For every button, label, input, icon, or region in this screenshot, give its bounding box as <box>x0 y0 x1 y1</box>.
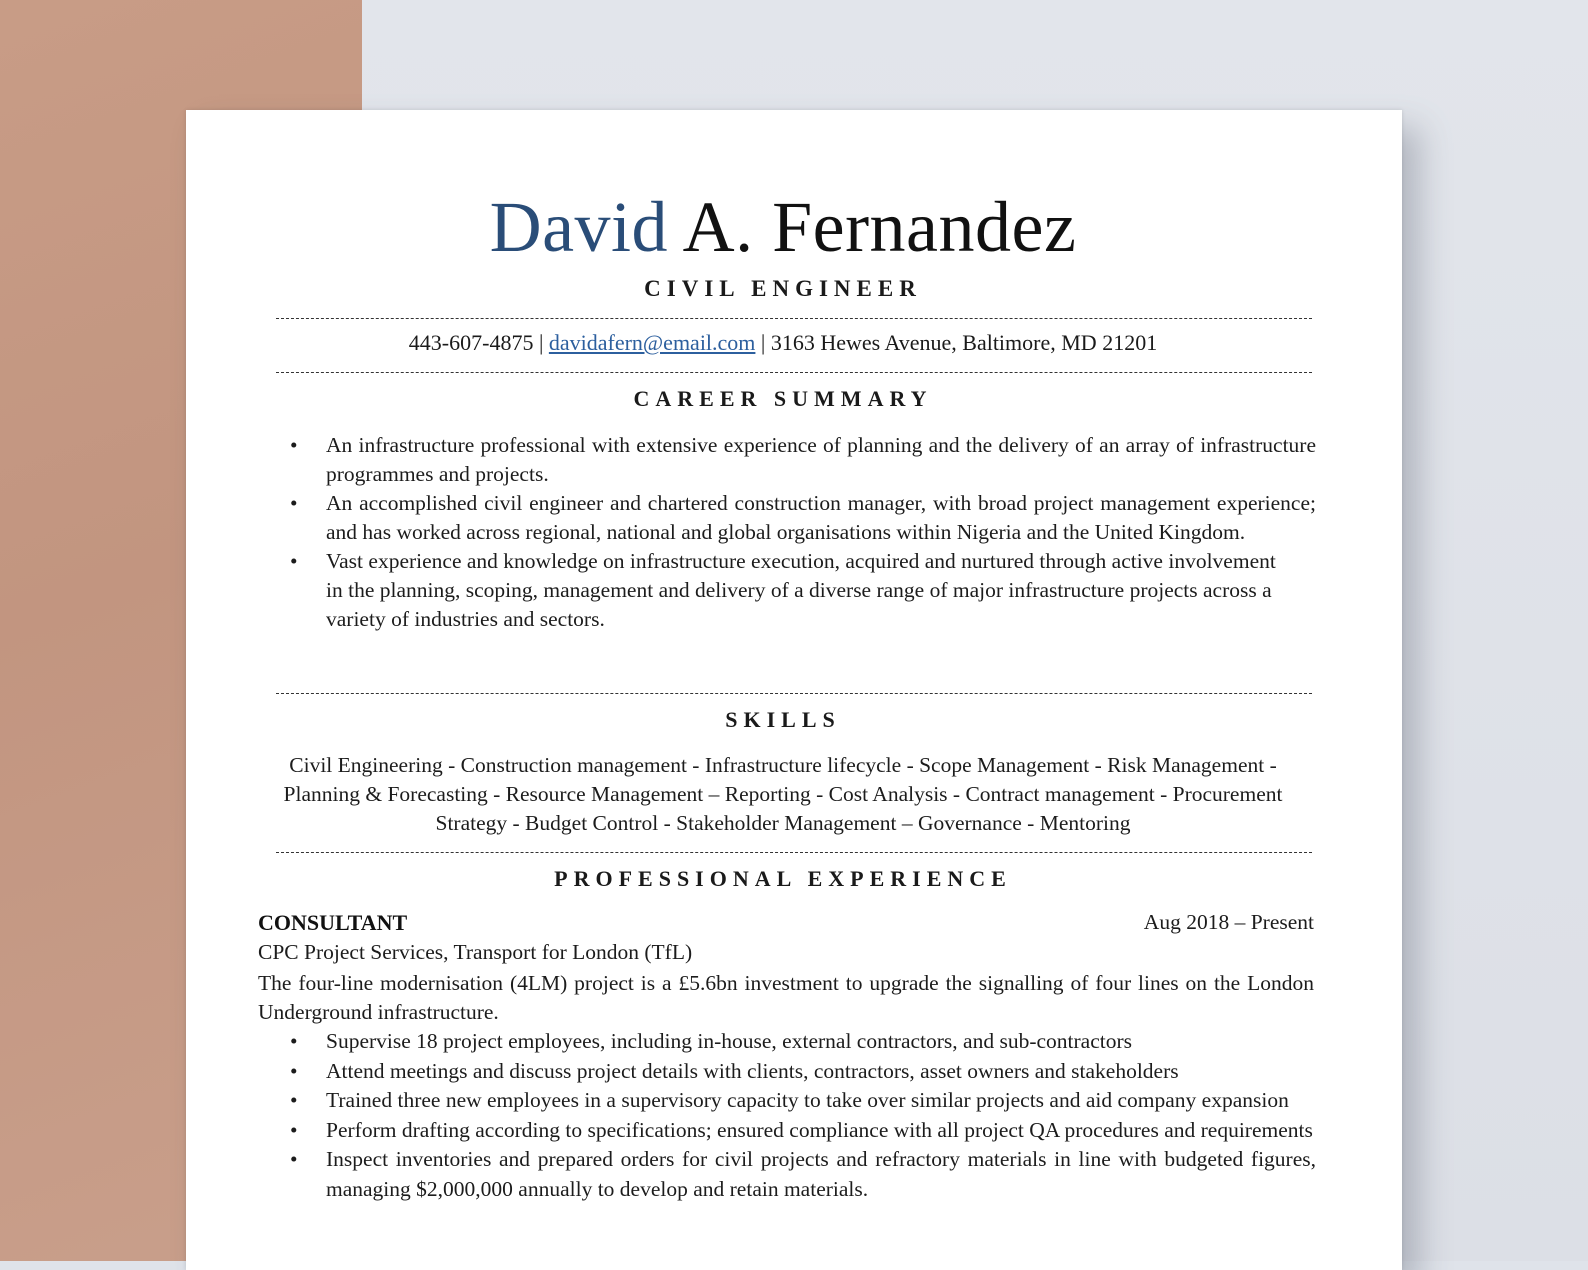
divider <box>276 693 1312 694</box>
bullet-icon: • <box>290 1088 298 1112</box>
list-item-text: Trained three new employees in a supervisory capacity to take over similar projects and aid company expansion <box>326 1088 1289 1112</box>
list-item <box>290 547 1316 634</box>
divider <box>276 318 1312 319</box>
list-item <box>290 1027 1316 1057</box>
divider <box>276 852 1312 853</box>
bullet-icon: • <box>290 1058 298 1083</box>
job-company: CPC Project Services, Transport for London (TfL) <box>258 940 693 964</box>
list-item <box>290 431 1316 489</box>
candidate-first-name: David <box>489 187 669 267</box>
bullet-icon: • <box>290 549 298 573</box>
job-dates: Aug 2018 – Present <box>1143 910 1314 934</box>
list-item-text: Perform drafting according to specifications; ensured compliance with all project QA procedures and requirements <box>326 1117 1313 1142</box>
career-summary-heading: CAREER SUMMARY <box>633 386 933 411</box>
job-position: CONSULTANT <box>258 910 408 935</box>
list-item <box>290 489 1316 547</box>
email-link[interactable]: davidafern@email.com <box>548 330 756 355</box>
list-item <box>290 1145 1316 1204</box>
list-item <box>290 1116 1316 1146</box>
list-item <box>290 1057 1316 1087</box>
list-item-text: Supervise 18 project employees, including in-house, external contractors, and sub-contractors <box>326 1029 1133 1053</box>
career-summary-list <box>290 431 1316 634</box>
bullet-icon: • <box>290 1147 298 1171</box>
candidate-name <box>258 182 1308 272</box>
skills-heading: SKILLS <box>725 707 841 732</box>
divider <box>276 372 1312 373</box>
job-title-heading: CIVIL ENGINEER <box>644 276 922 301</box>
professional-experience-heading: PROFESSIONAL EXPERIENCE <box>554 866 1012 891</box>
skills-text: Civil Engineering - Construction management - Infrastructure lifecycle - Scope Management - Risk Management - Planning & Forecasting - Resource Management – Reporting - Cost Analysis - Contract management - Procurement Strategy - Budget Control - Stakeholder Management – Governance - Mentoring <box>283 753 1283 835</box>
bullet-icon: • <box>290 1029 298 1053</box>
resume-page <box>186 110 1402 1270</box>
bullet-icon: • <box>290 491 298 515</box>
list-item-text: Vast experience and knowledge on infrastructure execution, acquired and nurtured through active involvement in the planning, scoping, management and delivery of a diverse range of major infrastructure projects across a variety of industries and sectors. <box>326 549 1276 631</box>
job-bullet-list <box>290 1027 1316 1204</box>
list-item-text: An infrastructure professional with extensive experience of planning and the delivery of an array of infrastructure programmes and projects. <box>326 433 1316 486</box>
contact-separator: | <box>760 330 766 355</box>
bullet-icon: • <box>290 433 298 457</box>
job-description: The four-line modernisation (4LM) project is a £5.6bn investment to upgrade the signalling of four lines on the London Underground infrastructure. <box>258 971 1314 1024</box>
contact-separator: | <box>538 330 544 355</box>
address: 3163 Hewes Avenue, Baltimore, MD 21201 <box>770 330 1158 355</box>
list-item-text: An accomplished civil engineer and chartered construction manager, with broad project management experience; and has worked across regional, national and global organisations within Nigeria and the United Kingdom. <box>326 491 1316 544</box>
list-item <box>290 1086 1316 1116</box>
contact-line <box>258 330 1308 356</box>
bullet-icon: • <box>290 1117 298 1142</box>
list-item-text: Attend meetings and discuss project details with clients, contractors, asset owners and stakeholders <box>326 1058 1179 1083</box>
list-item-text: Inspect inventories and prepared orders for civil projects and refractory materials in line with budgeted figures, managing $2,000,000 annually to develop and retain materials. <box>326 1147 1316 1201</box>
candidate-last-name: A. Fernandez <box>682 187 1077 267</box>
phone-number: 443-607-4875 <box>408 330 534 355</box>
